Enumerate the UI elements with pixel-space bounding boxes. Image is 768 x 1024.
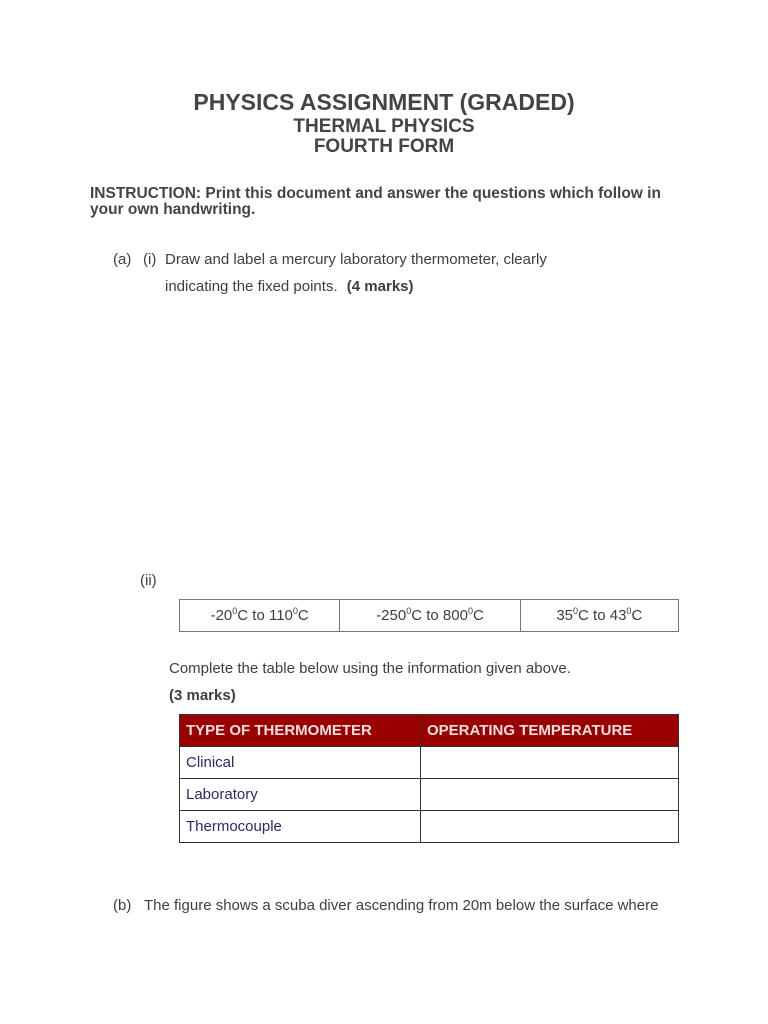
temperature-answer-cell[interactable] <box>421 811 679 843</box>
document-title: PHYSICS ASSIGNMENT (GRADED) <box>193 89 575 115</box>
form-level: FOURTH FORM <box>313 136 455 157</box>
header-operating-temperature: OPERATING TEMPERATURE <box>421 715 679 747</box>
question-a-label: (a) <box>113 251 132 268</box>
part-ii-label: (ii) <box>140 572 157 589</box>
thermometer-table <box>179 714 679 843</box>
part-i-marks: (4 marks) <box>346 278 414 295</box>
temperature-answer-cell[interactable] <box>421 747 679 779</box>
table-row <box>180 779 679 811</box>
temperature-range-table <box>179 599 679 632</box>
part-i-text-line1: Draw and label a mercury laboratory thermometer, clearly <box>165 251 547 268</box>
part-ii-marks: (3 marks) <box>169 687 236 704</box>
instruction-text: INSTRUCTION: Print this document and answer the questions which follow in your own handwriting. <box>90 185 661 218</box>
range-cell: $35^0C$ to $43^0C$ <box>520 600 678 632</box>
thermometer-type-cell: Thermocouple <box>180 811 421 843</box>
range-cell: $-20^0C$ to $110^0C$ <box>180 600 340 632</box>
document-subtitle: THERMAL PHYSICS <box>293 116 475 137</box>
part-i-text-line2: indicating the fixed points. <box>165 278 338 295</box>
temperature-answer-cell[interactable] <box>421 779 679 811</box>
thermometer-type-cell: Laboratory <box>180 779 421 811</box>
table-header-row <box>180 715 679 747</box>
part-i-text-line2-wrap <box>165 278 414 295</box>
part-i-label: (i) <box>143 251 157 268</box>
question-b-label: (b) <box>113 897 132 914</box>
complete-table-instruction: Complete the table below using the information given above. <box>169 660 571 677</box>
thermometer-type-cell: Clinical <box>180 747 421 779</box>
header-type: TYPE OF THERMOMETER <box>180 715 421 747</box>
range-cell: $-250^0C$ to $800^0C$ <box>340 600 520 632</box>
table-row <box>180 747 679 779</box>
table-row <box>180 811 679 843</box>
question-b-text: The figure shows a scuba diver ascending from 20m below the surface where <box>144 897 659 914</box>
